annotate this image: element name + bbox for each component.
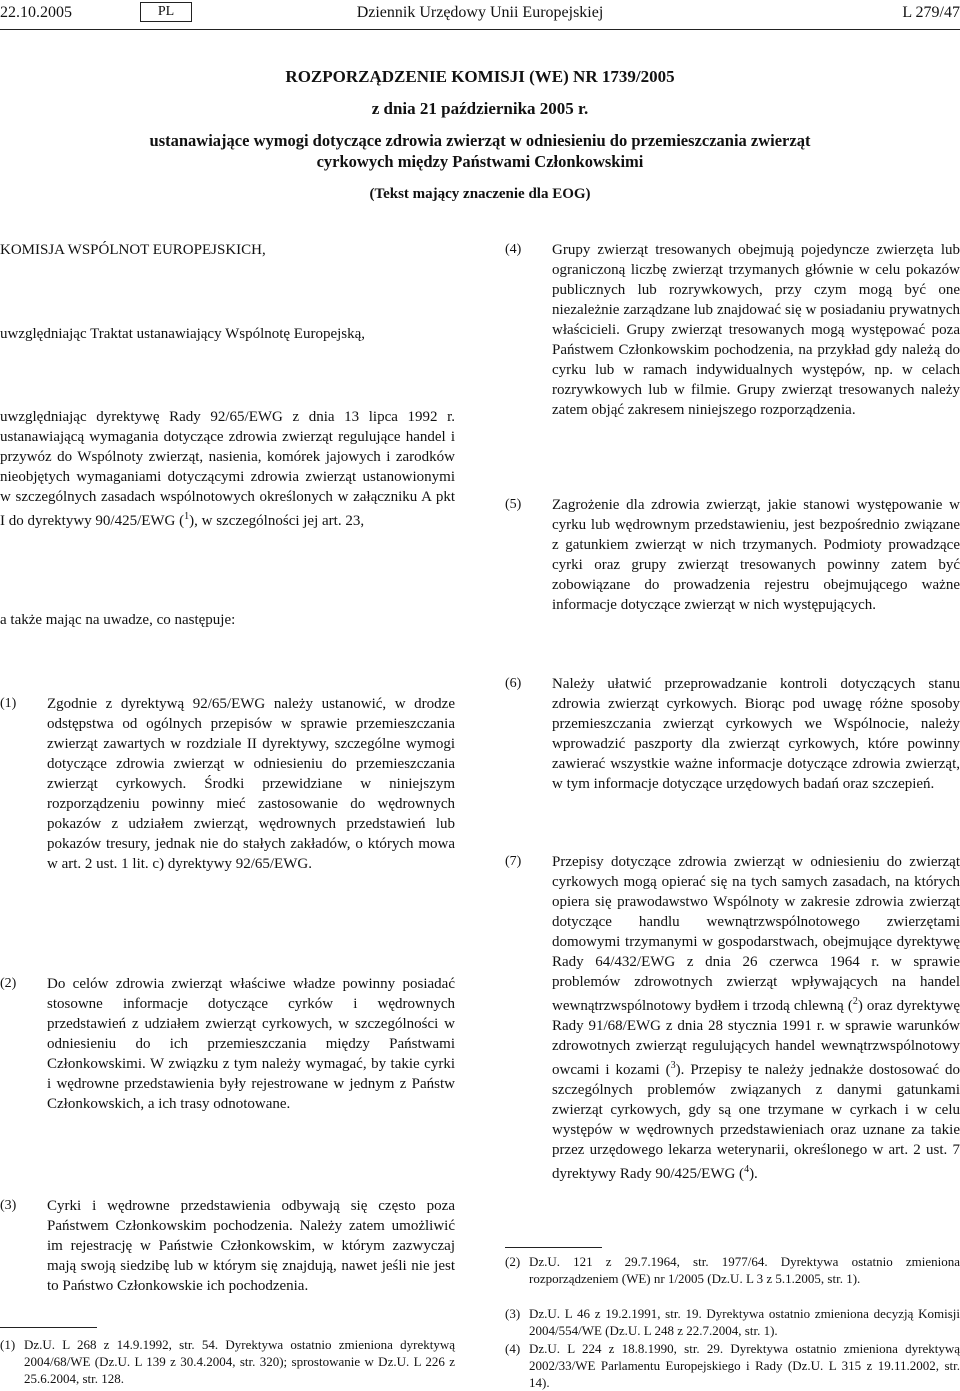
preamble-treaty: uwzględniając Traktat ustanawiający Wspólnotę Europejską, — [0, 326, 366, 342]
footnote-2: (2) Dz.U. 121 z 29.7.1964, str. 1977/64. Dyrektywa ostatnio zmieniona rozporządzeniem (WE) nr 1/2005 (Dz.U. L 3 z 5.1.2005, str. 1). — [505, 1254, 960, 1286]
page-reference: L 279/47 — [902, 4, 960, 21]
regulation-subject-line-1: ustanawiające wymogi dotyczące zdrowia zwierząt w odniesieniu do przemieszczania zwierząt — [149, 131, 811, 150]
footnote-ref-2[interactable]: 2 — [852, 996, 858, 1007]
footnote-ref-1[interactable]: 1 — [184, 511, 190, 522]
recital-2: (2) Do celów zdrowia zwierząt właściwe władze powinny posiadać stosowne informacje dotyczące cyrków i wędrownych przedstawień z udziałem zwierząt cyrkowych, w szczególności w odniesieniu do ich przemieszczania między Państwami Członkowskimi. W związku z tym należy wymagać, by takie cyrki i wędrowne przedstawienia były rejestrowane w jednym z Państw Członkowskich, a ich trasy odnotowane. — [0, 976, 455, 1112]
footnote-rule-left — [0, 1327, 97, 1328]
preamble-commission: KOMISJA WSPÓLNOT EUROPEJSKICH, — [0, 242, 266, 258]
regulation-title: ROZPORZĄDZENIE KOMISJI (WE) NR 1739/2005 — [285, 67, 675, 86]
footnote-ref-4[interactable]: 4 — [744, 1164, 750, 1175]
recital-5: (5) Zagrożenie dla zdrowia zwierząt, jakie stanowi występowanie w cyrku lub wędrownym przedstawieniu, jest bezpośrednio związane z gatunkiem zwierząt w nich trzymanych. Podmioty prowadzące cyrki oraz grupy zwierząt tresowanych powinny zatem być zobowiązane do prowadzenia rejestru obejmującego ważne informacje dotyczące zwierząt w nich występujących. — [505, 497, 960, 613]
recital-4: (4) Grupy zwierząt tresowanych obejmują pojedyncze zwierzęta lub ograniczoną liczbę zwierząt trzymanych głównie w celu pokazów publicznych lub rozrywkowych, przy czym mogą być one niezależnie zarządzane lub znajdować się w posiadaniu prywatnych właścicieli. Grupy zwierząt tresowanych mogą występować poza Państwem Członkowskim pochodzenia, na przykład gdy należą do cyrku lub w ramach indywidualnych występów, np. w celach rozrywkowych lub w filmie. Grupy zwierząt tresowanych należy zatem objąć zakresem niniejszego rozporządzenia. — [505, 242, 960, 418]
recital-7: (7) Przepisy dotyczące zdrowia zwierząt w odniesieniu do zwierząt cyrkowych mogą opierać się na tych samych zasadach, na których opiera się prawodawstwo Wspólnoty w zakresie zdrowia zwierząt dotyczące handlu wewnątrzwspólnotowego zwierzętami domowymi trzymanymi w gospodarstwach, obejmujące dyrektywę Rady 64/432/EWG z dnia 26 czerwca 1964 r. w sprawie problemów zdrowotnych zwierząt wpływających na handel wewnątrzwspólnotowy bydłem i trzodą chlewną ($^2$) oraz dyrektywę Rady 91/68/EWG z dnia 28 stycznia 1991 r. w sprawie warunków zdrowotnych zwierząt regulujących handel wewnątrzwspólnotowy owcami i kozami ($^3$). Przepisy te należy jednakże dostosować do szczególnych problemów związanych z danymi gatunkami zwierząt cyrkowych, gdy są one trzymane w cyrkach i w celu występów w wędrownych przedstawieniach oraz uznane za takie przez urzędowego lekarza weterynarii, określonego w art. 2 ust. 7 dyrektywy Rady 90/425/EWG ($^4$). — [505, 854, 960, 1182]
journal-title: Dziennik Urzędowy Unii Europejskiej — [356, 4, 604, 21]
regulation-date: z dnia 21 października 2005 r. — [371, 99, 589, 118]
recital-3: (3) Cyrki i wędrowne przedstawienia odbywają się często poza Państwem Członkowskim pochodzenia. Należy zatem umożliwić im rejestrację w Państwie Członkowskim, w którym zazwyczaj mają swoją siedzibę lub w którym się znajdują, nawet jeśli nie jest to Państwo Członkowskie ich pochodzenia. — [0, 1198, 455, 1294]
regulation-subject-line-2: cyrkowych między Państwami Członkowskimi — [316, 152, 644, 171]
recital-1: (1) Zgodnie z dyrektywą 92/65/EWG należy ustanowić, w drodze odstępstwa od ogólnych przepisów w sprawie przemieszczania zwierząt zawartych w rozdziale II dyrektywy, szczególne wymogi dotyczące zdrowia zwierząt w odniesieniu do przemieszczania zwierząt cyrkowych. Środki przewidziane w niniejszym rozporządzeniu powinny mieć zastosowanie do wędrownych pokazów z udziałem zwierząt, wędrownych przedstawień lub pokazów tresury, jednak nie do stałych zakładów, o których mowa w art. 2 ust. 1 lit. c) dyrektywy 92/65/EWG. — [0, 696, 455, 872]
preamble-whereas: a także mając na uwadze, co następuje: — [0, 612, 236, 628]
header-rule — [0, 29, 960, 30]
recital-6: (6) Należy ułatwić przeprowadzanie kontroli dotyczących stanu zdrowia zwierząt cyrkowych. Biorąc pod uwagę różne sposoby przemieszczania zwierząt cyrkowych we Wspólnocie, należy wprowadzić paszporty dla zwierząt cyrkowych, które powinny zawierać wszystkie ważne informacje dotyczące zdrowia zwierząt, w tym informacje dotyczące urzędowych badań oraz szczepień. — [505, 676, 960, 792]
footnote-ref-3[interactable]: 3 — [670, 1060, 676, 1071]
footnote-3: (3) Dz.U. L 46 z 19.2.1991, str. 19. Dyrektywa ostatnio zmieniona decyzją Komisji 2004/554/WE (Dz.U. L 248 z 22.7.2004, str. 1). — [505, 1306, 960, 1338]
footnote-4: (4) Dz.U. L 224 z 18.8.1990, str. 29. Dyrektywa ostatnio zmieniona dyrektywą 2002/33/WE Parlamentu Europejskiego i Rady (Dz.U. L 315 z 19.11.2002, str. 14). — [505, 1341, 960, 1390]
footnote-1: (1) Dz.U. L 268 z 14.9.1992, str. 54. Dyrektywa ostatnio zmieniona dyrektywą 2004/68/WE (Dz.U. L 139 z 30.4.2004, str. 320); sprostowanie w Dz.U. L 226 z 25.6.2004, str. 128. — [0, 1337, 455, 1386]
footnote-rule-right — [505, 1247, 602, 1248]
preamble-directive: uwzględniając dyrektywę Rady 92/65/EWG z dnia 13 lipca 1992 r. ustanawiającą wymagania dotyczące zdrowia zwierząt regulujące handel i przywóz do Wspólnoty zwierząt, nasienia, komórek jajowych i zarodków nieobjętych wymaganiami dotyczącymi zdrowia zwierząt ustanowionymi w szczególnych zasadach wspólnotowych określonych w załączniku A pkt I do dyrektywy 90/425/EWG ($^1$), w szczególności jej art. 23, — [0, 409, 455, 529]
language-badge: PL — [140, 2, 192, 22]
header-date: 22.10.2005 — [0, 4, 72, 21]
eea-relevance: (Tekst mający znaczenie dla EOG) — [369, 186, 591, 202]
